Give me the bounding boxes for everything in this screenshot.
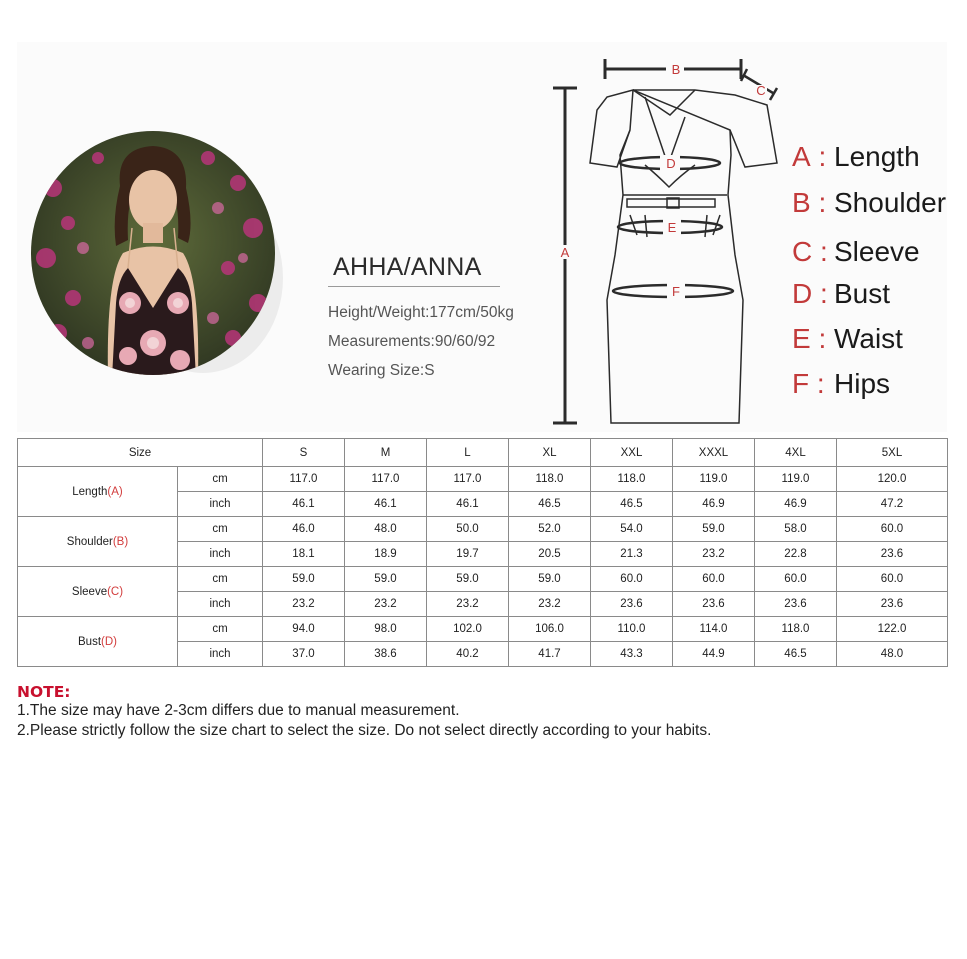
- note-section: [17, 683, 947, 741]
- table-cell: 60.0: [755, 567, 837, 592]
- legend-desc: Shoulder: [834, 187, 947, 218]
- table-cell: 41.7: [509, 642, 591, 667]
- legend-desc: Length: [834, 141, 920, 172]
- table-cell: 50.0: [427, 517, 509, 542]
- diagram-label-d: D: [666, 156, 676, 171]
- table-cell: 59.0: [263, 567, 345, 592]
- table-cell: 44.9: [673, 642, 755, 667]
- table-cell: 18.1: [263, 542, 345, 567]
- table-cell: 48.0: [837, 642, 948, 667]
- table-cell: 122.0: [837, 617, 948, 642]
- legend-item-bust: [792, 274, 962, 314]
- model-photo: [28, 128, 283, 378]
- legend-item-waist: [792, 319, 962, 359]
- model-measurements: Measurements:90/60/92: [328, 333, 496, 350]
- table-cell: 22.8: [755, 542, 837, 567]
- table-cell: 46.1: [263, 492, 345, 517]
- table-cell: 58.0: [755, 517, 837, 542]
- table-cell: 46.5: [509, 492, 591, 517]
- note-line-2: 2.Please strictly follow the size chart to select the size. Do not select directly according to your habits.: [17, 722, 712, 739]
- measurement-label-bust: [18, 617, 178, 667]
- table-cell: 119.0: [755, 467, 837, 492]
- size-chart-table: [17, 438, 948, 667]
- legend-item-length: [792, 137, 962, 177]
- table-header-row: [18, 439, 948, 467]
- table-cell: 46.1: [427, 492, 509, 517]
- table-cell: 52.0: [509, 517, 591, 542]
- table-cell: 46.1: [345, 492, 427, 517]
- diagram-label-b: B: [671, 62, 681, 77]
- diagram-label-f: F: [672, 284, 680, 299]
- table-cell: 23.6: [755, 592, 837, 617]
- table-cell: 40.2: [427, 642, 509, 667]
- unit-label: cm: [178, 517, 263, 542]
- table-cell: 60.0: [673, 567, 755, 592]
- table-cell: 117.0: [263, 467, 345, 492]
- measurement-label-length: [18, 467, 178, 517]
- table-cell: 47.2: [837, 492, 948, 517]
- measurement-name: Shoulder: [66, 535, 113, 548]
- table-cell: 37.0: [263, 642, 345, 667]
- table-cell: 102.0: [427, 617, 509, 642]
- table-cell: 46.0: [263, 517, 345, 542]
- size-column-header: L: [427, 439, 509, 467]
- size-column-header: M: [345, 439, 427, 467]
- table-cell: 20.5: [509, 542, 591, 567]
- diagram-label-a: A: [560, 245, 570, 260]
- table-cell: 21.3: [591, 542, 673, 567]
- legend-item-shoulder: [792, 183, 962, 223]
- legend-item-sleeve: [792, 232, 962, 272]
- note-line-1: 1.The size may have 2-3cm differs due to manual measurement.: [17, 702, 460, 719]
- table-cell: 46.5: [755, 642, 837, 667]
- unit-label: cm: [178, 467, 263, 492]
- measurement-label-sleeve: [18, 567, 178, 617]
- measurement-code: (D): [101, 635, 117, 648]
- table-cell: 118.0: [509, 467, 591, 492]
- table-cell: 106.0: [509, 617, 591, 642]
- table-row: [18, 467, 948, 492]
- unit-label: inch: [178, 492, 263, 517]
- table-cell: 59.0: [509, 567, 591, 592]
- size-column-header: XXL: [591, 439, 673, 467]
- dress-measurement-diagram: [545, 55, 790, 430]
- table-cell: 98.0: [345, 617, 427, 642]
- model-name: AHHA/ANNA: [333, 253, 482, 281]
- measurement-code: (C): [107, 585, 124, 598]
- model-name-underline: [328, 286, 500, 287]
- legend-letter: E :: [792, 323, 827, 354]
- size-column-header: 5XL: [837, 439, 948, 467]
- table-cell: 60.0: [591, 567, 673, 592]
- legend-letter: B :: [792, 187, 827, 218]
- diagram-label-c: C: [756, 83, 766, 98]
- legend-desc: Hips: [834, 368, 891, 399]
- table-cell: 18.9: [345, 542, 427, 567]
- model-height-weight: Height/Weight:177cm/50kg: [328, 304, 514, 321]
- table-cell: 43.3: [591, 642, 673, 667]
- table-cell: 23.2: [345, 592, 427, 617]
- table-cell: 23.2: [263, 592, 345, 617]
- table-cell: 118.0: [755, 617, 837, 642]
- table-cell: 54.0: [591, 517, 673, 542]
- measurement-name: Sleeve: [71, 585, 108, 598]
- table-cell: 23.6: [591, 592, 673, 617]
- unit-label: inch: [178, 592, 263, 617]
- table-cell: 23.2: [427, 592, 509, 617]
- unit-label: inch: [178, 542, 263, 567]
- table-cell: 23.2: [673, 542, 755, 567]
- size-column-header: XL: [509, 439, 591, 467]
- table-cell: 59.0: [673, 517, 755, 542]
- table-cell: 60.0: [837, 567, 948, 592]
- table-cell: 114.0: [673, 617, 755, 642]
- table-cell: 118.0: [591, 467, 673, 492]
- table-row: [18, 567, 948, 592]
- legend-letter: D :: [792, 278, 828, 309]
- size-header: Size: [18, 439, 263, 467]
- measurement-code: (A): [107, 485, 123, 498]
- diagram-label-e: E: [667, 220, 677, 235]
- legend-letter: A :: [792, 141, 827, 172]
- table-cell: 46.9: [755, 492, 837, 517]
- size-column-header: XXXL: [673, 439, 755, 467]
- table-cell: 46.5: [591, 492, 673, 517]
- legend-letter: C :: [792, 236, 828, 267]
- table-cell: 117.0: [427, 467, 509, 492]
- table-cell: 59.0: [345, 567, 427, 592]
- table-cell: 59.0: [427, 567, 509, 592]
- size-column-header: S: [263, 439, 345, 467]
- table-row: [18, 517, 948, 542]
- table-cell: 23.2: [509, 592, 591, 617]
- legend-desc: Sleeve: [834, 236, 920, 267]
- table-cell: 46.9: [673, 492, 755, 517]
- legend-item-hips: [792, 364, 962, 404]
- unit-label: inch: [178, 642, 263, 667]
- measurement-name: Bust: [78, 635, 102, 648]
- table-cell: 119.0: [673, 467, 755, 492]
- measurement-label-shoulder: [18, 517, 178, 567]
- note-title: NOTE:: [17, 683, 71, 701]
- unit-label: cm: [178, 567, 263, 592]
- measurement-code: (B): [112, 535, 129, 548]
- table-cell: 23.6: [837, 592, 948, 617]
- table-cell: 38.6: [345, 642, 427, 667]
- table-cell: 23.6: [673, 592, 755, 617]
- measurement-name: Length: [72, 485, 108, 498]
- legend-letter: F :: [792, 368, 825, 399]
- legend-desc: Waist: [834, 323, 903, 354]
- table-cell: 117.0: [345, 467, 427, 492]
- unit-label: cm: [178, 617, 263, 642]
- table-cell: 110.0: [591, 617, 673, 642]
- model-wearing-size: Wearing Size:S: [328, 362, 435, 379]
- table-cell: 94.0: [263, 617, 345, 642]
- table-cell: 48.0: [345, 517, 427, 542]
- table-cell: 23.6: [837, 542, 948, 567]
- legend-desc: Bust: [834, 278, 891, 309]
- table-cell: 120.0: [837, 467, 948, 492]
- table-cell: 60.0: [837, 517, 948, 542]
- table-row: [18, 617, 948, 642]
- size-column-header: 4XL: [755, 439, 837, 467]
- table-cell: 19.7: [427, 542, 509, 567]
